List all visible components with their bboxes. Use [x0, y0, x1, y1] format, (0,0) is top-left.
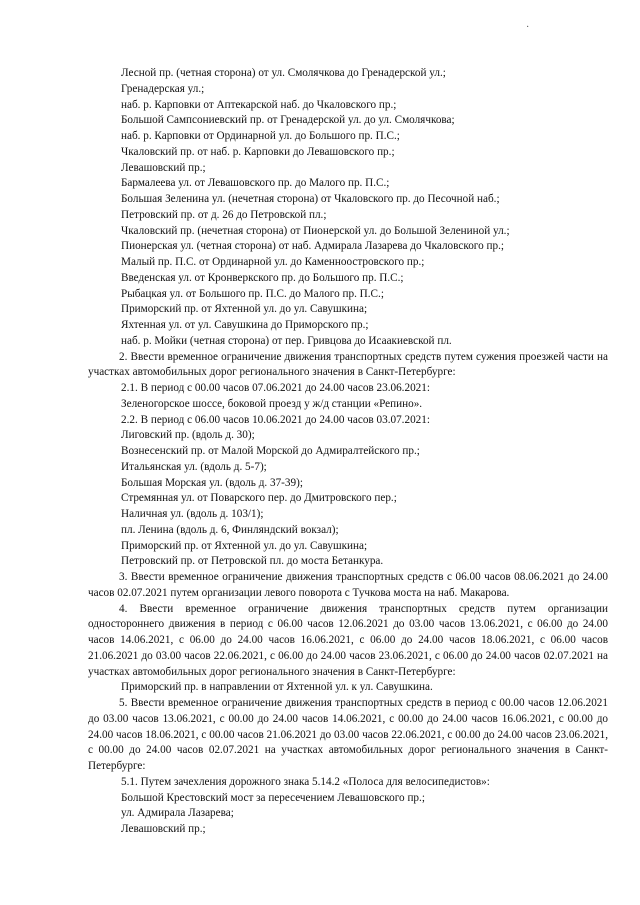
list-item: Лиговский пр. (вдоль д. 30);: [121, 429, 255, 442]
paragraph-3: 3. Ввести временное ограничение движения транспортных средств с 06.00 часов 08.06.2021 до 24.00 часов 02.07.2021 путем организации левого поворота с Тучкова моста на наб. Макарова.: [88, 571, 608, 599]
list-item: ул. Адмирала Лазарева;: [121, 807, 234, 820]
list-item: Рыбацкая ул. от Большого пр. П.С. до Малого пр. П.С.;: [121, 287, 384, 300]
paragraph-4: 4. Ввести временное ограничение движения транспортных средств путем организации одностороннего движения в период с 06.00 часов 12.06.2021 до 03.00 часов 13.06.2021, с 06.00 до 24.00 часов 14.06.2021, с 06.00 до 24.00 часов 16.06.2021, с 06.00 до 24.00 часов 18.06.2021, с 06.00 часов 21.06.2021 до 03.00 часов 22.06.2021, с 06.00 до 24.00 часов 23.06.2021, с 06.00 до 24.00 часов 02.07.2021 на участках автомобильных дорог регионального значения в Санкт-Петербурге:: [88, 602, 608, 678]
list-item: Наличная ул. (вдоль д. 103/1);: [121, 508, 264, 520]
list-item: Вознесенский пр. от Малой Морской до Адмиралтейского пр.;: [121, 445, 420, 457]
list-item: Яхтенная ул. от ул. Савушкина до Приморского пр.;: [121, 319, 369, 331]
list-item: Приморский пр. в направлении от Яхтенной ул. к ул. Савушкина.: [121, 681, 433, 694]
document-page: [88, 66, 608, 838]
list-item: Левашовский пр.;: [121, 161, 206, 174]
list-item: Лесной пр. (четная сторона) от ул. Смолячкова до Гренадерской ул.;: [121, 67, 446, 79]
subparagraph-2-2: 2.2. В период с 06.00 часов 10.06.2021 до 24.00 часов 03.07.2021:: [121, 413, 430, 426]
list-item: пл. Ленина (вдоль д. 6, Финляндский вокзал);: [121, 523, 339, 536]
subparagraph-2-1: 2.1. В период с 00.00 часов 07.06.2021 до 24.00 часов 23.06.2021:: [121, 382, 430, 394]
list-item: Приморский пр. от Яхтенной ул. до ул. Савушкина;: [121, 303, 368, 316]
list-item: Введенская ул. от Кронверкского пр. до Большого пр. П.С.;: [121, 271, 404, 284]
list-item: Большой Крестовский мост за пересечением Левашовского пр.;: [121, 791, 425, 804]
list-item: Большой Сампсониевский пр. от Гренадерской ул. до ул. Смолячкова;: [121, 114, 455, 127]
list-item: Петровский пр. от Петровской пл. до моста Бетанкура.: [121, 555, 384, 568]
list-item: Чкаловский пр. от наб. р. Карповки до Левашовского пр.;: [121, 145, 395, 158]
list-item: Стремянная ул. от Поварского пер. до Дмитровского пер.;: [121, 492, 397, 505]
street-list-5-1: [88, 791, 608, 838]
street-list-1: [88, 66, 608, 350]
list-item: наб. р. Карповки от Аптекарской наб. до Чкаловского пр.;: [121, 98, 397, 111]
subparagraph-5-1: 5.1. Путем зачехления дорожного знака 5.14.2 «Полоса для велосипедистов»:: [121, 775, 490, 788]
list-item: Большая Морская ул. (вдоль д. 37-39);: [121, 476, 303, 489]
list-item: Приморский пр. от Яхтенной ул. до ул. Савушкина;: [121, 539, 368, 552]
list-item: Левашовский пр.;: [121, 823, 206, 835]
paragraph-5: 5. Ввести временное ограничение движения транспортных средств в период с 00.00 часов 12.06.2021 до 03.00 часов 13.06.2021, с 00.00 до 24.00 часов 14.06.2021, с 00.00 до 24.00 часов 16.06.2021, с 00.00 до 24.00 часов 18.06.2021, с 00.00 часов 21.06.2021 до 03.00 часов 22.06.2021, с 00.00 до 24.00 часов 23.06.2021, с 00.00 до 24.00 часов 02.07.2021 на участках автомобильных дорог регионального значения в Санкт-Петербурге:: [88, 697, 608, 772]
list-item: Чкаловский пр. (нечетная сторона) от Пионерской ул. до Большой Зелениной ул.;: [121, 224, 510, 237]
margin-mark: ·: [526, 22, 530, 33]
list-item: Бармалеева ул. от Левашовского пр. до Малого пр. П.С.;: [121, 177, 390, 190]
list-item: Зеленогорское шоссе, боковой проезд у ж/д станции «Репино».: [121, 397, 423, 410]
list-item: Петровский пр. от д. 26 до Петровской пл.;: [121, 208, 327, 221]
list-item: Итальянская ул. (вдоль д. 5-7);: [121, 460, 267, 473]
list-item: Гренадерская ул.;: [121, 82, 205, 95]
list-item: наб. р. Мойки (четная сторона) от пер. Гривцова до Исаакиевской пл.: [121, 334, 452, 347]
list-item: Пионерская ул. (четная сторона) от наб. Адмирала Лазарева до Чкаловского пр.;: [121, 240, 504, 253]
list-item: Малый пр. П.С. от Ординарной ул. до Каменноостровского пр.;: [121, 256, 425, 268]
list-item: Большая Зеленина ул. (нечетная сторона) от Чкаловского пр. до Песочной наб.;: [121, 193, 500, 205]
paragraph-2: 2. Ввести временное ограничение движения транспортных средств путем сужения проезжей части на участках автомобильных дорог регионального значения в Санкт-Петербурге:: [88, 350, 608, 379]
street-list-2-2: [88, 428, 608, 570]
list-item: наб. р. Карповки от Ординарной ул. до Большого пр. П.С.;: [121, 130, 400, 142]
